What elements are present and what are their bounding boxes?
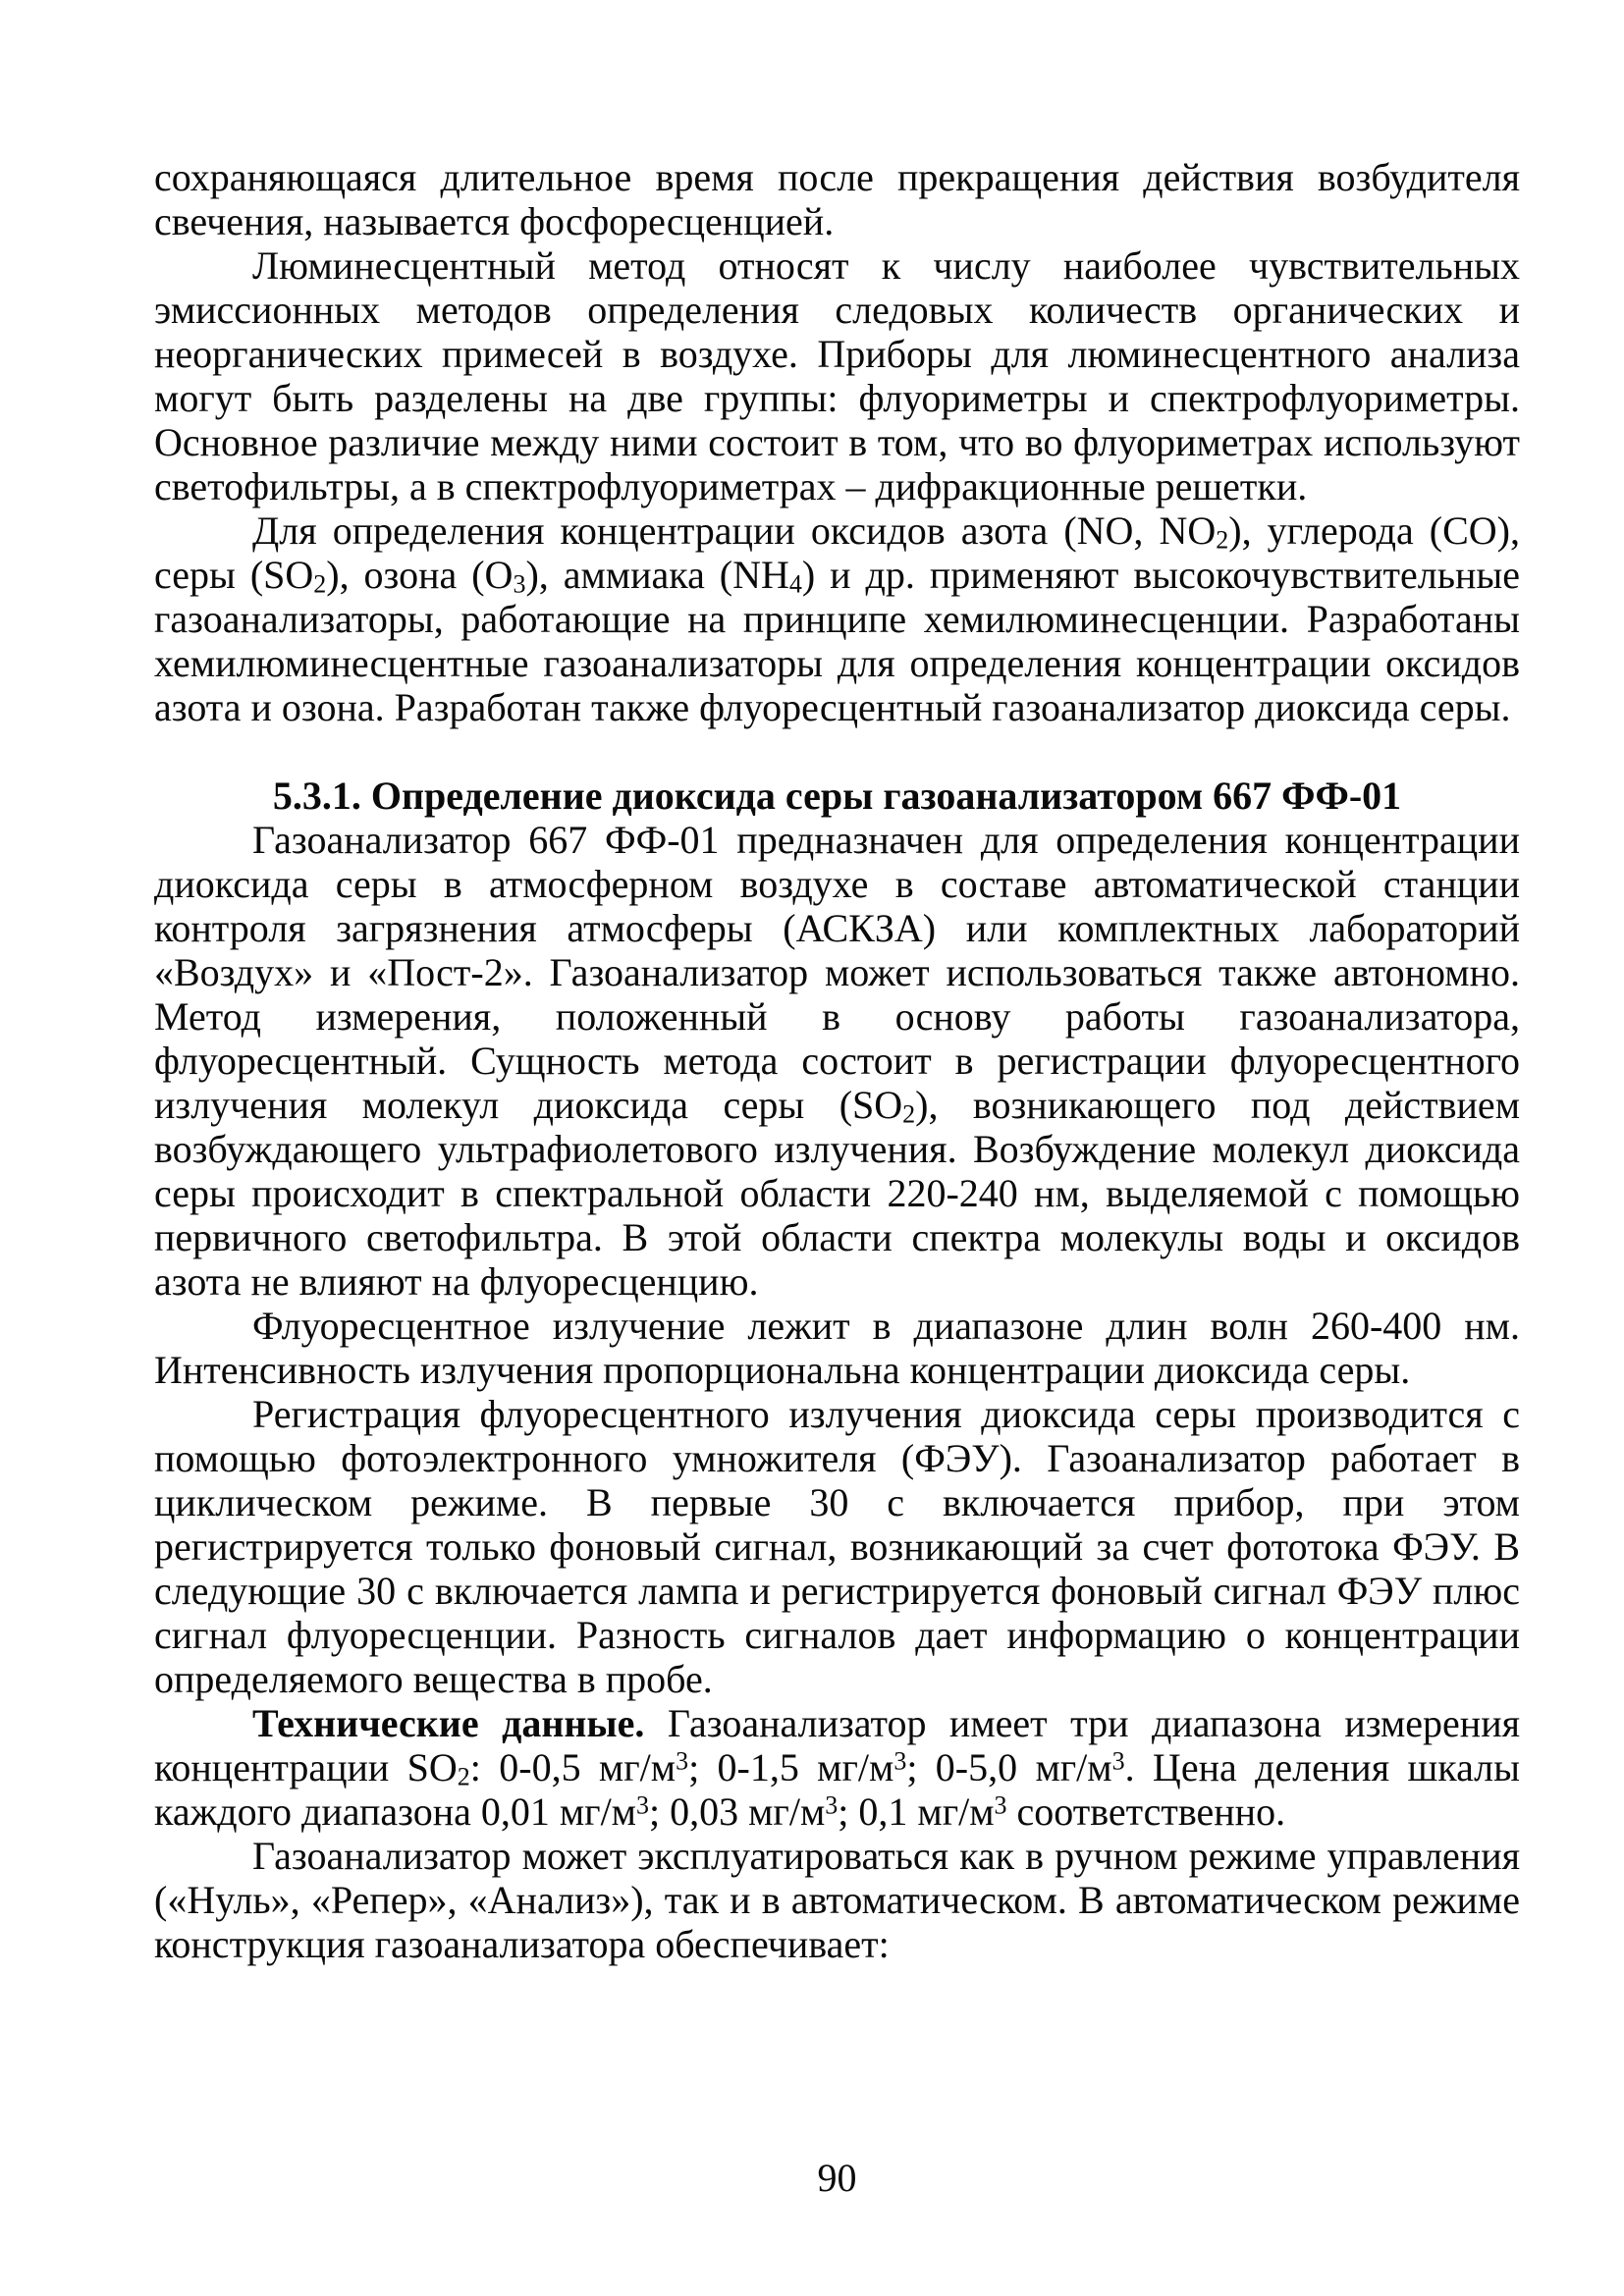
text-segment: Газоанализатор имеет три диапазона измерения концентрации SO — [154, 1701, 1520, 1789]
text-segment: ), озона (O — [326, 553, 514, 597]
text-segment: 2 — [313, 569, 327, 599]
text-segment: ), углерода (CO), серы (SO — [154, 508, 1520, 597]
text-segment: 3 — [1111, 1746, 1125, 1776]
text-segment: ; 0,1 мг/м — [838, 1789, 995, 1834]
text-segment: 3 — [893, 1746, 907, 1776]
paragraph — [154, 508, 1520, 729]
section-heading — [154, 774, 1520, 818]
text-segment: Люминесцентный метод относят к числу наиболее чувствительных эмиссионных методов определения следовых количеств органических и неорганических примесей в воздухе. Приборы для люминесцентного анализа могут быть разделены на две группы: флуориметры и спектрофлуориметры. Основное различие между ними состоит в том, что во флуориметрах используют светофильтры, а в спектрофлуориметрах – дифракционные решетки. — [154, 243, 1520, 508]
text-segment: Для определения концентрации оксидов азота (NO, NO — [252, 508, 1217, 553]
text-segment: сохраняющаяся длительное время после прекращения действия возбудителя свечения, называется фосфоресценцией. — [154, 155, 1520, 243]
text-segment: . Цена деления шкалы каждого диапазона 0,01 мг/м — [154, 1745, 1521, 1834]
text-segment: 2 — [902, 1099, 916, 1129]
text-segment: ; 0-1,5 мг/м — [688, 1745, 894, 1789]
text-segment: : 0-0,5 мг/м — [469, 1745, 677, 1789]
paragraph — [154, 818, 1520, 1304]
text-segment: 3 — [513, 569, 526, 599]
text-segment: ) и др. применяют высокочувствительные газоанализаторы, работающие на принципе хемилюминесценции. Разработаны хемилюминесцентные газоанализаторы для определения концентрации оксидов азота и озона. Разработан также флуоресцентный газоанализатор диоксида серы. — [154, 553, 1520, 729]
text-segment: ; 0-5,0 мг/м — [906, 1745, 1112, 1789]
text-segment: 2 — [1216, 525, 1229, 555]
text-segment: Газоанализатор 667 ФФ-01 предназначен для определения концентрации диоксида серы в атмосферном воздухе в составе автоматической станции контроля загрязнения атмосферы (АСКЗА) или комплектных лабораторий «Воздух» и «Пост-2». Газоанализатор может использоваться также автономно. Метод измерения, положенный в основу работы газоанализатора, флуоресцентный. Сущность метода состоит в регистрации флуоресцентного излучения молекул диоксида серы (SO — [154, 818, 1520, 1127]
text-segment: Технические данные. — [252, 1701, 645, 1745]
paragraph — [154, 243, 1520, 508]
text-segment: 3 — [825, 1790, 839, 1820]
text-segment: 5.3.1. Определение диоксида серы газоанализатором 667 ФФ-01 — [272, 774, 1402, 818]
page-number: 90 — [817, 2156, 857, 2200]
paragraph — [154, 1304, 1520, 1392]
text-segment: 2 — [457, 1762, 470, 1791]
paragraph — [154, 1392, 1520, 1701]
text-segment: 3 — [994, 1790, 1007, 1820]
text-segment: 3 — [636, 1790, 649, 1820]
text-segment: Газоанализатор может эксплуатироваться как в ручном режиме управления («Нуль», «Репер», «Анализ»), так и в автоматическом. В автоматическом режиме конструкция газоанализатора обеспечивает: — [154, 1834, 1520, 1966]
text-segment: соответственно. — [1006, 1789, 1286, 1834]
text-segment: Регистрация флуоресцентного излучения диоксида серы производится с помощью фотоэлектронного умножителя (ФЭУ). Газоанализатор работает в циклическом режиме. В первые 30 с включается прибор, при этом регистрируется только фоновый сигнал, возникающий за счет фототока ФЭУ. В следующие 30 с включается лампа и регистрируется фоновый сигнал ФЭУ плюс сигнал флуоресценции. Разность сигналов дает информацию о концентрации определяемого вещества в пробе. — [154, 1392, 1520, 1701]
text-segment: 3 — [676, 1746, 689, 1776]
text-segment: ), возникающего под действием возбуждающего ультрафиолетового излучения. Возбуждение молекул диоксида серы происходит в спектральной области 220-240 нм, выделяемой с помощью первичного светофильтра. В этой области спектра молекулы воды и оксидов азота не влияют на флуоресценцию. — [154, 1083, 1521, 1304]
paragraph — [154, 1834, 1520, 1966]
document-body — [154, 155, 1520, 1966]
text-segment: ), аммиака (NH — [525, 553, 789, 597]
text-segment: 4 — [788, 569, 802, 599]
text-segment: Флуоресцентное излучение лежит в диапазоне длин волн 260-400 нм. Интенсивность излучения пропорциональна концентрации диоксида серы. — [154, 1304, 1520, 1392]
text-segment: ; 0,03 мг/м — [649, 1789, 826, 1834]
paragraph — [154, 1701, 1520, 1834]
paragraph — [154, 155, 1520, 243]
